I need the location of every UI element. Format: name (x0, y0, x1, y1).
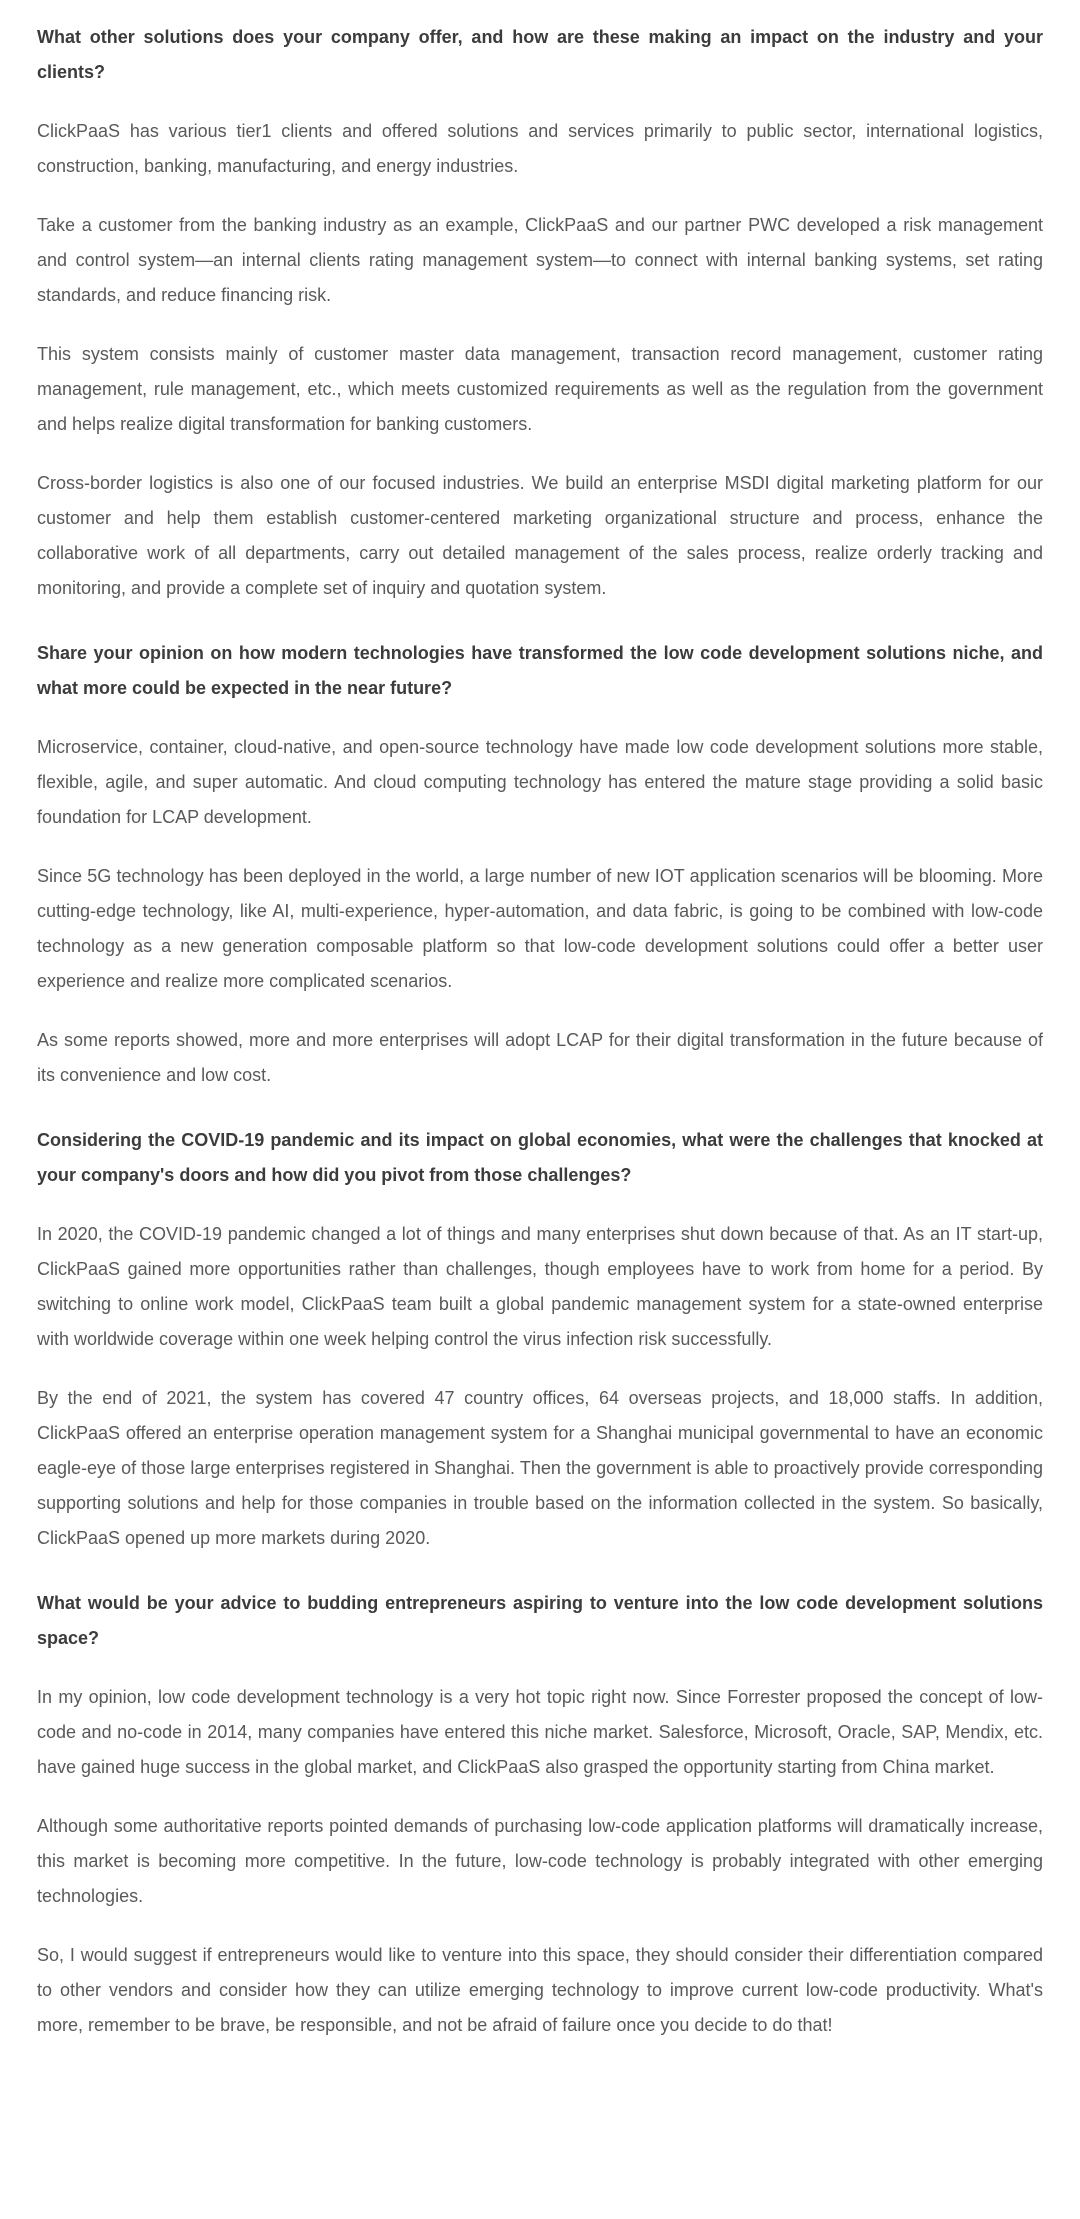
question-heading: What other solutions does your company offer, and how are these making an impact on the industry and your clients? (37, 27, 1043, 82)
question-heading: Share your opinion on how modern technologies have transformed the low code development solutions niche, and what more could be expected in the near future? (37, 643, 1043, 698)
answer-paragraph: Cross-border logistics is also one of our focused industries. We build an enterprise MSDI digital marketing platform for our customer and help them establish customer-centered marketing organizational structure and process, enhance the collaborative work of all departments, carry out detailed management of the sales process, realize orderly tracking and monitoring, and provide a complete set of inquiry and quotation system. (37, 473, 1043, 598)
answer-paragraph: Although some authoritative reports pointed demands of purchasing low-code application platforms will dramatically increase, this market is becoming more competitive. In the future, low-code technology is probably integrated with other emerging technologies. (37, 1816, 1043, 1906)
answer-paragraph: In my opinion, low code development technology is a very hot topic right now. Since Forrester proposed the concept of low-code and no-code in 2014, many companies have entered this niche market. Salesforce, Microsoft, Oracle, SAP, Mendix, etc. have gained huge success in the global market, and ClickPaaS also grasped the opportunity starting from China market. (37, 1687, 1043, 1777)
answer-paragraph: As some reports showed, more and more enterprises will adopt LCAP for their digital transformation in the future because of its convenience and low cost. (37, 1030, 1043, 1085)
question-heading: Considering the COVID-19 pandemic and its impact on global economies, what were the challenges that knocked at your company's doors and how did you pivot from those challenges? (37, 1130, 1043, 1185)
answer-paragraph: Take a customer from the banking industry as an example, ClickPaaS and our partner PWC developed a risk management and control system—an internal clients rating management system—to connect with internal banking systems, set rating standards, and reduce financing risk. (37, 215, 1043, 305)
answer-paragraph: This system consists mainly of customer master data management, transaction record management, customer rating management, rule management, etc., which meets customized requirements as well as the regulation from the government and helps realize digital transformation for banking customers. (37, 344, 1043, 434)
article-body (37, 20, 1043, 2043)
question-heading: What would be your advice to budding entrepreneurs aspiring to venture into the low code development solutions space? (37, 1593, 1043, 1648)
answer-paragraph: Microservice, container, cloud-native, and open-source technology have made low code development solutions more stable, flexible, agile, and super automatic. And cloud computing technology has entered the mature stage providing a solid basic foundation for LCAP development. (37, 737, 1043, 827)
answer-paragraph: Since 5G technology has been deployed in the world, a large number of new IOT application scenarios will be blooming. More cutting-edge technology, like AI, multi-experience, hyper-automation, and data fabric, is going to be combined with low-code technology as a new generation composable platform so that low-code development solutions could offer a better user experience and realize more complicated scenarios. (37, 866, 1043, 991)
answer-paragraph: In 2020, the COVID-19 pandemic changed a lot of things and many enterprises shut down because of that. As an IT start-up, ClickPaaS gained more opportunities rather than challenges, though employees have to work from home for a period. By switching to online work model, ClickPaaS team built a global pandemic management system for a state-owned enterprise with worldwide coverage within one week helping control the virus infection risk successfully. (37, 1224, 1043, 1349)
answer-paragraph: ClickPaaS has various tier1 clients and offered solutions and services primarily to public sector, international logistics, construction, banking, manufacturing, and energy industries. (37, 121, 1043, 176)
answer-paragraph: By the end of 2021, the system has covered 47 country offices, 64 overseas projects, and 18,000 staffs. In addition, ClickPaaS offered an enterprise operation management system for a Shanghai municipal governmental to have an economic eagle-eye of those large enterprises registered in Shanghai. Then the government is able to proactively provide corresponding supporting solutions and help for those companies in trouble based on the information collected in the system. So basically, ClickPaaS opened up more markets during 2020. (37, 1388, 1043, 1548)
answer-paragraph: So, I would suggest if entrepreneurs would like to venture into this space, they should consider their differentiation compared to other vendors and consider how they can utilize emerging technology to improve current low-code productivity. What's more, remember to be brave, be responsible, and not be afraid of failure once you decide to do that! (37, 1945, 1043, 2035)
